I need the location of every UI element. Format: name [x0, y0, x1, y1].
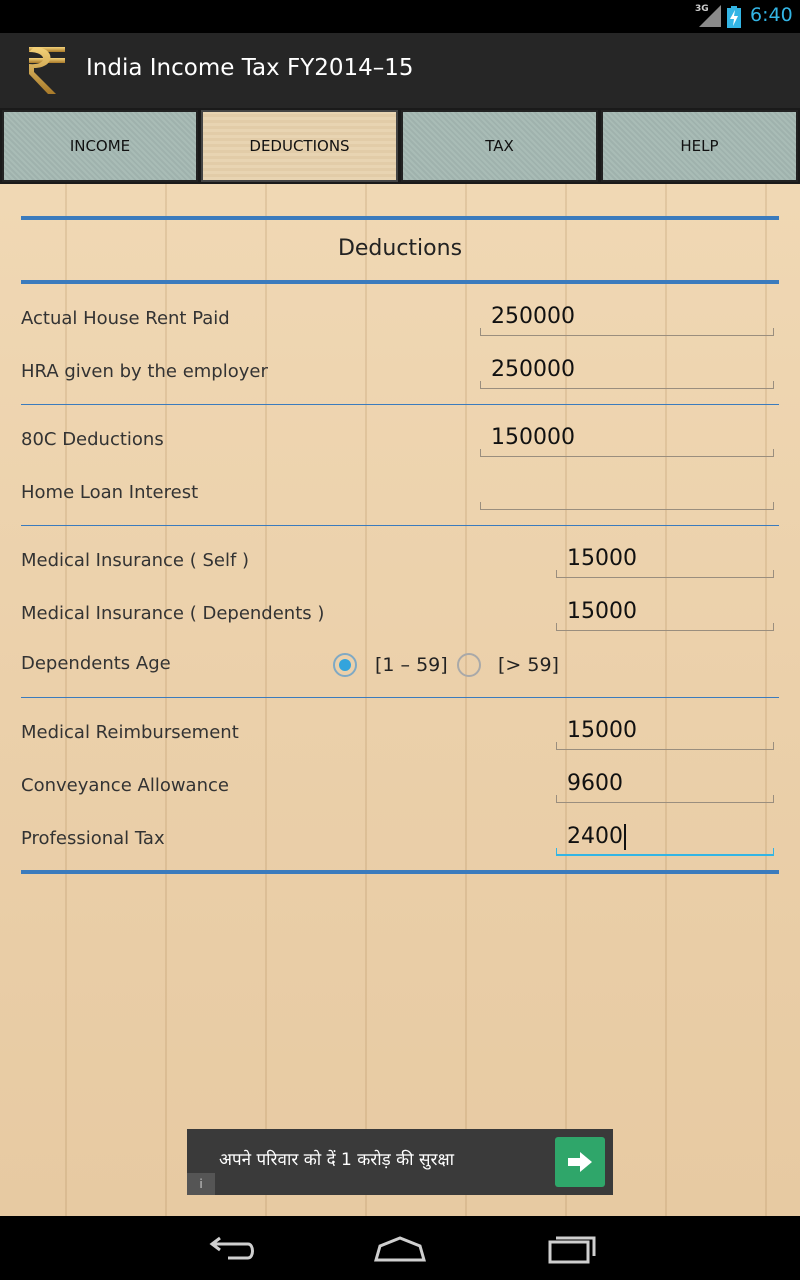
input-underline — [480, 328, 774, 336]
divider — [21, 870, 779, 874]
house-rent-value: 250000 — [491, 304, 575, 329]
network-type: 3G — [695, 4, 709, 14]
deductions-80c-value: 150000 — [491, 425, 575, 450]
input-underline — [556, 795, 774, 803]
med-reimbursement-input[interactable] — [556, 716, 774, 750]
tab-tax[interactable]: TAX — [401, 110, 598, 182]
professional-tax-label: Professional Tax — [21, 828, 165, 849]
conveyance-value: 9600 — [567, 771, 623, 796]
input-underline — [556, 570, 774, 578]
signal-icon — [695, 5, 721, 27]
input-underline — [480, 449, 774, 457]
med-dependents-label: Medical Insurance ( Dependents ) — [21, 603, 325, 624]
rupee-icon — [26, 44, 68, 96]
input-underline — [556, 848, 774, 856]
ad-text[interactable]: अपने परिवार को दें 1 करोड़ की सुरक्षा — [219, 1150, 455, 1170]
home-icon[interactable] — [372, 1230, 428, 1266]
conveyance-label: Conveyance Allowance — [21, 775, 229, 796]
med-self-label: Medical Insurance ( Self ) — [21, 550, 250, 571]
med-reimbursement-value: 15000 — [567, 718, 637, 743]
dependents-age-label: Dependents Age — [21, 653, 171, 674]
ad-banner[interactable] — [187, 1129, 613, 1195]
hra-input[interactable] — [480, 355, 774, 389]
professional-tax-input[interactable] — [556, 822, 774, 856]
age-above-59-radio[interactable] — [457, 653, 481, 677]
tab-help[interactable]: HELP — [601, 110, 798, 182]
hra-label: HRA given by the employer — [21, 361, 268, 382]
input-underline — [556, 742, 774, 750]
divider — [21, 525, 779, 526]
battery-charging-icon — [727, 6, 741, 28]
section-title: Deductions — [337, 236, 463, 261]
tab-deductions[interactable]: DEDUCTIONS — [201, 110, 398, 182]
deductions-form — [0, 184, 800, 1216]
clock: 6:40 — [750, 4, 793, 26]
med-dependents-value: 15000 — [567, 599, 637, 624]
divider — [21, 216, 779, 220]
input-underline — [480, 502, 774, 510]
med-self-input[interactable] — [556, 544, 774, 578]
hra-value: 250000 — [491, 357, 575, 382]
recents-icon[interactable] — [544, 1230, 600, 1266]
home-loan-label: Home Loan Interest — [21, 482, 199, 503]
age-below-60-radio[interactable] — [333, 653, 357, 677]
med-self-value: 15000 — [567, 546, 637, 571]
divider — [21, 697, 779, 698]
arrow-right-icon — [566, 1150, 594, 1174]
home-loan-input[interactable] — [480, 476, 774, 510]
input-underline — [480, 381, 774, 389]
house-rent-label: Actual House Rent Paid — [21, 308, 230, 329]
tab-bar — [0, 108, 800, 184]
text-cursor — [624, 824, 626, 850]
deductions-80c-label: 80C Deductions — [21, 429, 164, 450]
conveyance-input[interactable] — [556, 769, 774, 803]
deductions-80c-input[interactable] — [480, 423, 774, 457]
ad-cta-button[interactable] — [555, 1137, 605, 1187]
house-rent-input[interactable] — [480, 302, 774, 336]
action-bar — [0, 33, 800, 108]
age-below-60-label[interactable]: [1 – 59] — [375, 654, 448, 676]
app-title: India Income Tax FY2014–15 — [86, 55, 414, 81]
ad-info-icon[interactable]: i — [187, 1173, 215, 1195]
divider — [21, 404, 779, 405]
divider — [21, 280, 779, 284]
med-reimbursement-label: Medical Reimbursement — [21, 722, 239, 743]
age-above-59-label[interactable]: [> 59] — [498, 654, 559, 676]
med-dependents-input[interactable] — [556, 597, 774, 631]
input-underline — [556, 623, 774, 631]
tab-income[interactable]: INCOME — [2, 110, 198, 182]
back-icon[interactable] — [202, 1230, 258, 1266]
professional-tax-value: 2400 — [567, 824, 623, 849]
status-bar — [0, 0, 800, 33]
navigation-bar — [0, 1216, 800, 1280]
